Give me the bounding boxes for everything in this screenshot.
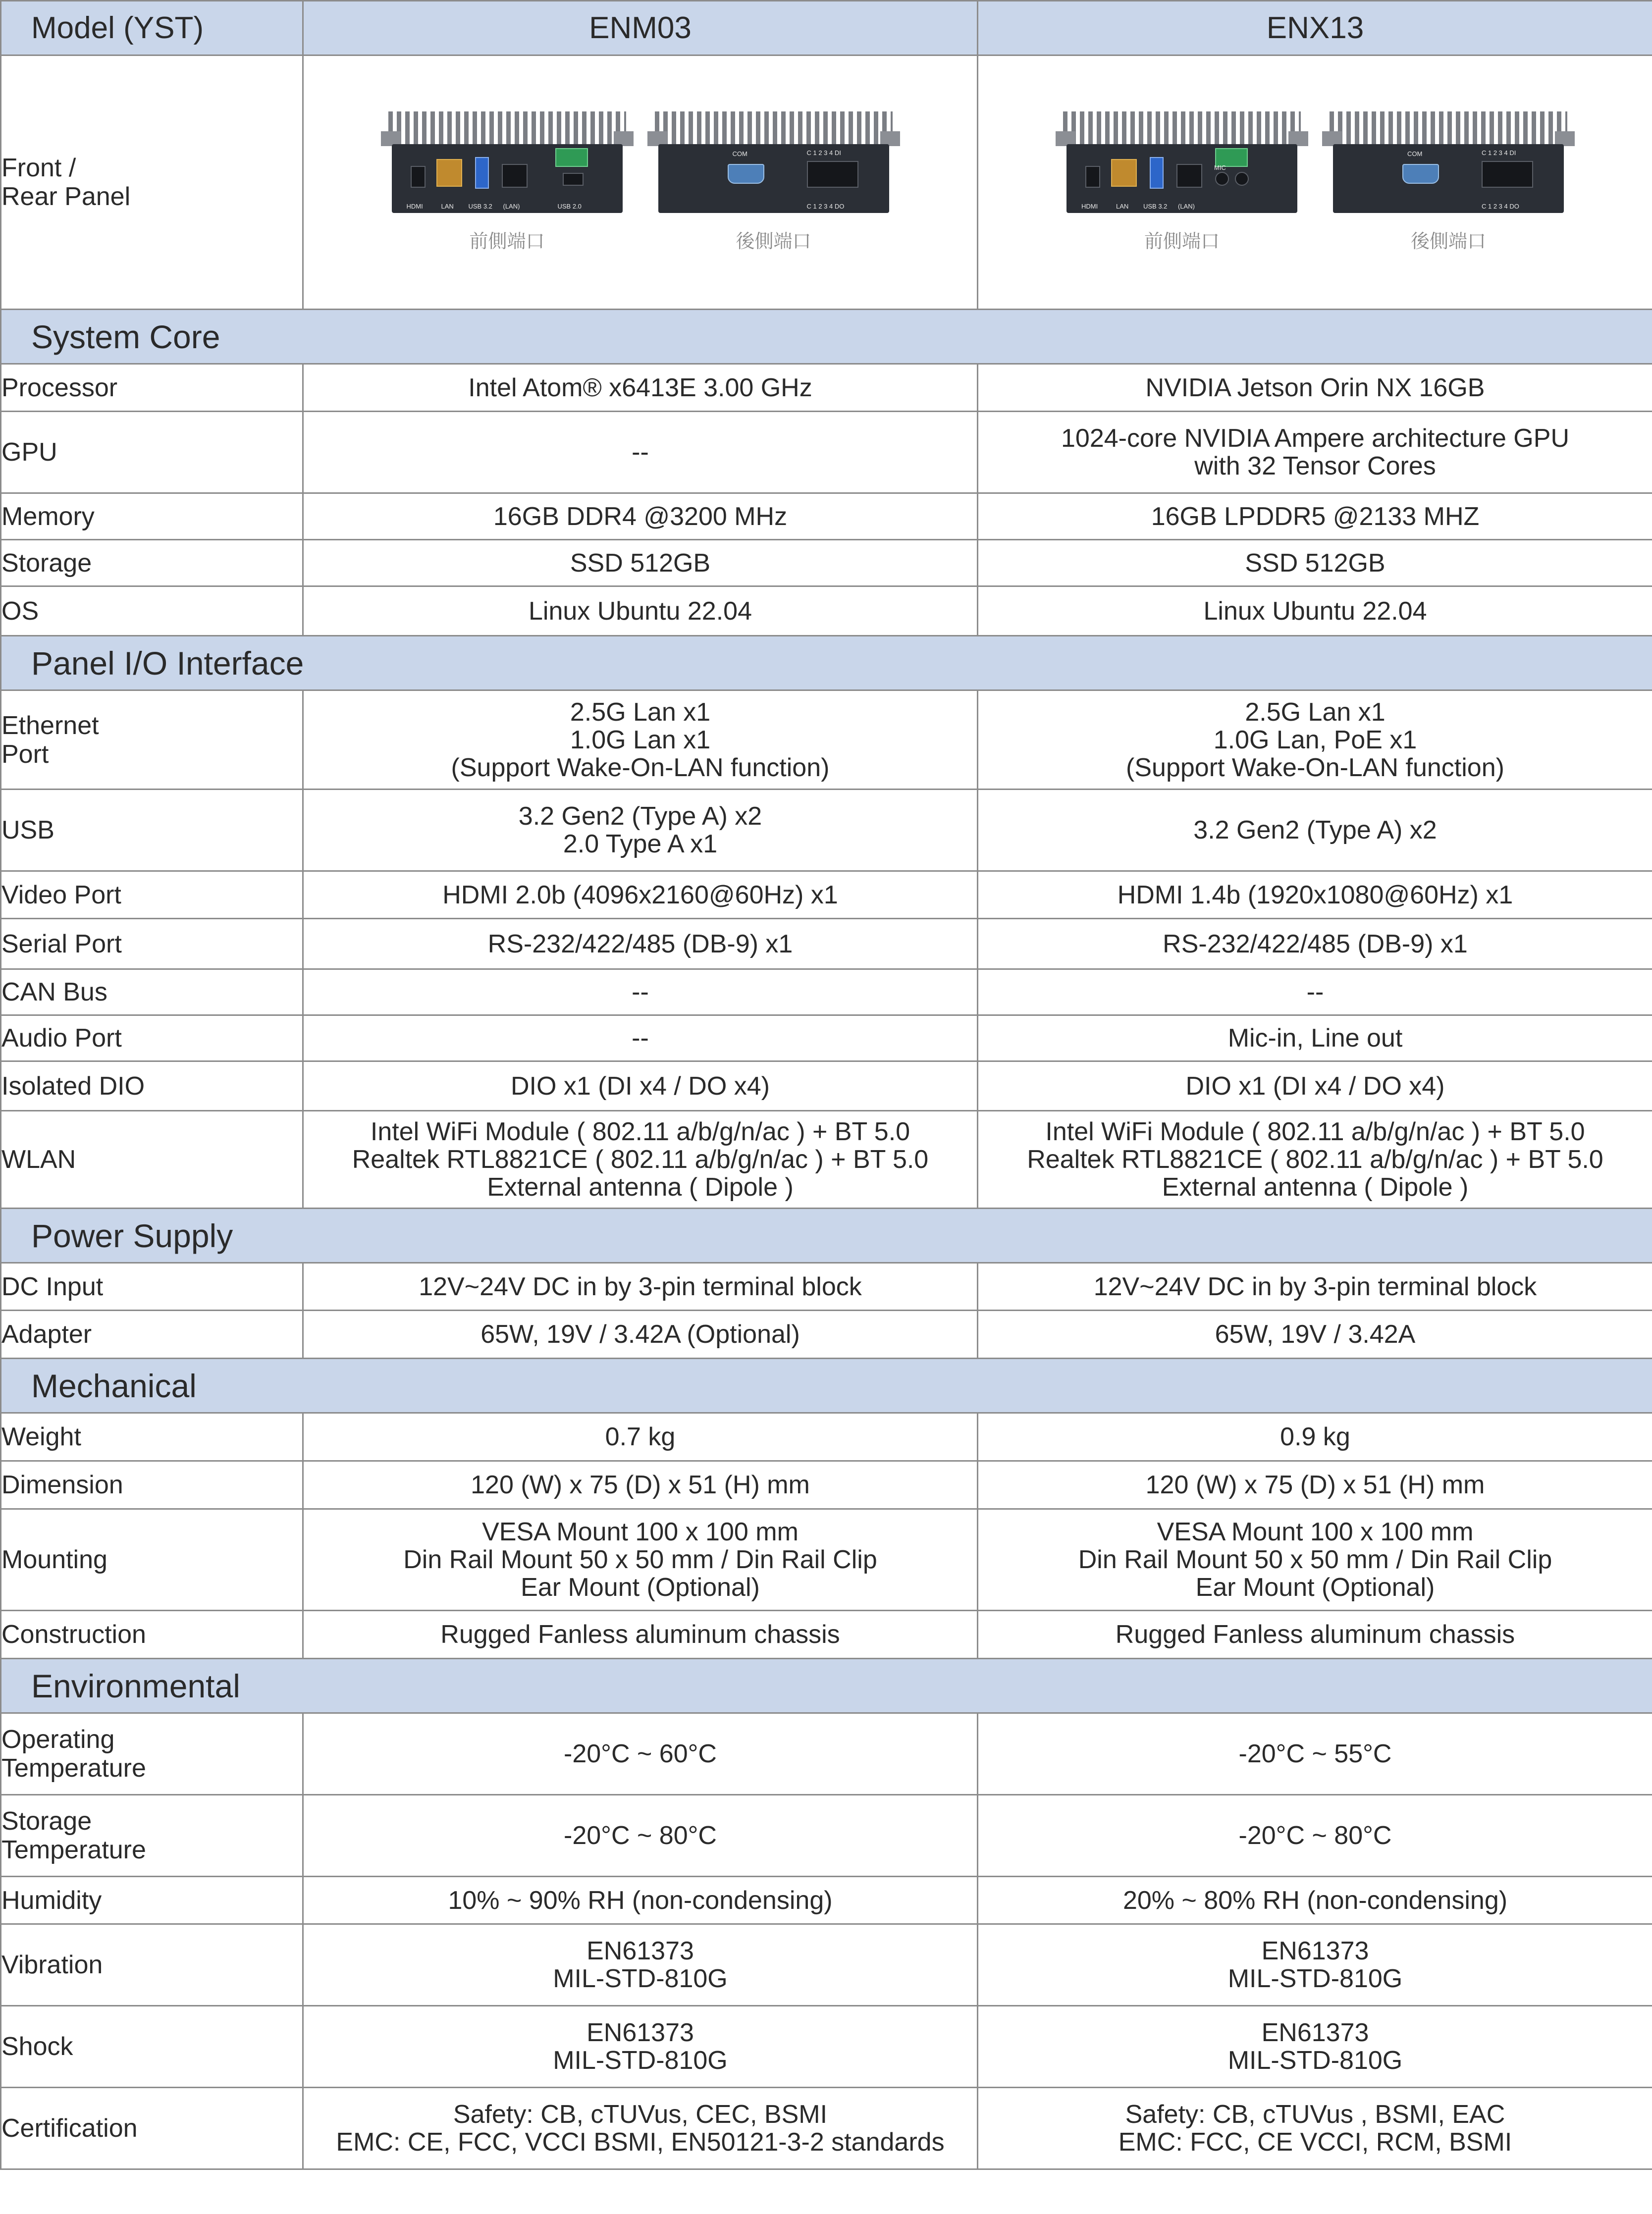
spec-label: [1, 1061, 303, 1111]
panel-label-line: Front /: [1, 154, 76, 182]
cell-line: 120 (W) x 75 (D) x 51 (H) mm: [1145, 1471, 1485, 1499]
spec-row: [1, 1015, 1652, 1061]
section-title: Mechanical: [1, 1359, 1652, 1413]
cell-line: 2.5G Lan x1: [570, 697, 711, 727]
spec-label: [1, 540, 303, 586]
cell-line: HDMI 1.4b (1920x1080@60Hz) x1: [1117, 880, 1513, 909]
model-b-panel-images: [978, 55, 1652, 310]
usb20-port-label: USB 2.0: [557, 203, 582, 210]
cell-line: -20°C ~ 80°C: [564, 1821, 717, 1850]
spec-value-model-a: [303, 2088, 978, 2169]
section-title: Power Supply: [1, 1209, 1652, 1263]
section-title: Panel I/O Interface: [1, 636, 1652, 690]
spec-value-model-a: [303, 364, 978, 412]
cell-line: Realtek RTL8821CE ( 802.11 a/b/g/n/ac ) + BT 5.0: [352, 1145, 929, 1174]
cell-line: Rugged Fanless aluminum chassis: [440, 1620, 840, 1649]
cell-line: Vibration: [1, 1950, 103, 1979]
section-header: [1, 1209, 1652, 1263]
spec-label: [1, 919, 303, 969]
front-caption: 前側端口: [469, 231, 545, 252]
front-panel: [381, 111, 634, 253]
spec-row: [1, 1263, 1652, 1311]
cell-line: Mounting: [1, 1545, 107, 1574]
spec-value-model-b: [978, 1311, 1652, 1359]
cell-line: Realtek RTL8821CE ( 802.11 a/b/g/n/ac ) + BT 5.0: [1027, 1145, 1603, 1174]
cell-line: 3.2 Gen2 (Type A) x2: [1193, 816, 1437, 844]
cell-line: Operating: [1, 1725, 115, 1754]
spec-value-model-a: [303, 1924, 978, 2006]
spec-label: [1, 969, 303, 1015]
spec-value-model-b: [978, 364, 1652, 412]
model-b-heading: ENX13: [978, 1, 1652, 55]
cell-line: 120 (W) x 75 (D) x 51 (H) mm: [471, 1471, 810, 1499]
rear-panel-image: [1322, 111, 1575, 213]
mic-port-label: MIC: [1214, 164, 1226, 171]
cell-line: Construction: [1, 1620, 146, 1649]
cell-line: 12V~24V DC in by 3-pin terminal block: [1093, 1272, 1537, 1301]
spec-value-model-b: [978, 790, 1652, 871]
cell-line: --: [1306, 978, 1324, 1006]
cell-line: Humidity: [1, 1886, 102, 1915]
cell-line: EN61373: [1261, 1937, 1369, 1965]
spec-value-model-b: [978, 1263, 1652, 1311]
rear-panel: [647, 111, 900, 253]
cell-line: GPU: [1, 438, 57, 467]
spec-row: [1, 1509, 1652, 1611]
panel-label-line: Rear Panel: [1, 182, 131, 211]
cell-line: Intel WiFi Module ( 802.11 a/b/g/n/ac ) + BT 5.0: [1045, 1117, 1585, 1146]
header-label: Model (YST): [1, 1, 303, 55]
cell-line: (Support Wake-On-LAN function): [1126, 753, 1504, 782]
cell-line: Temperature: [1, 1836, 146, 1864]
cell-line: RS-232/422/485 (DB-9) x1: [1163, 929, 1468, 958]
rear-caption: 後側端口: [736, 231, 811, 252]
section-header: [1, 1659, 1652, 1713]
cell-line: Temperature: [1, 1754, 146, 1783]
di-label: C 1 2 3 4 DI: [1482, 149, 1516, 157]
cell-line: Memory: [1, 502, 95, 531]
lan-port-label: LAN: [1116, 203, 1129, 210]
cell-line: 12V~24V DC in by 3-pin terminal block: [419, 1272, 862, 1301]
front-caption: 前側端口: [1144, 231, 1220, 252]
spec-row: [1, 412, 1652, 493]
spec-value-model-b: [978, 690, 1652, 790]
spec-value-model-a: [303, 871, 978, 919]
cell-line: Shock: [1, 2032, 73, 2061]
cell-line: 20% ~ 80% RH (non-condensing): [1122, 1886, 1508, 1915]
cell-line: Ear Mount (Optional): [521, 1573, 760, 1602]
cell-line: Ethernet: [1, 711, 99, 740]
spec-row: [1, 586, 1652, 636]
spec-label: [1, 586, 303, 636]
spec-value-model-a: [303, 1111, 978, 1209]
cell-line: 3.2 Gen2 (Type A) x2: [518, 802, 762, 831]
spec-row: [1, 1413, 1652, 1461]
cell-line: Linux Ubuntu 22.04: [1203, 596, 1427, 626]
cell-line: DIO x1 (DI x4 / DO x4): [1185, 1071, 1445, 1101]
cell-line: SSD 512GB: [1245, 548, 1386, 578]
spec-value-model-b: [978, 1795, 1652, 1877]
spec-label: [1, 1877, 303, 1924]
spec-label: [1, 1111, 303, 1209]
cell-line: Weight: [1, 1423, 81, 1451]
cell-line: MIL-STD-810G: [553, 2046, 728, 2075]
spec-value-model-b: [978, 2088, 1652, 2169]
spec-row: [1, 1611, 1652, 1659]
spec-value-model-a: [303, 1461, 978, 1509]
cell-line: -20°C ~ 60°C: [564, 1740, 717, 1768]
cell-line: External antenna ( Dipole ): [1162, 1173, 1469, 1202]
cell-line: --: [632, 978, 649, 1006]
usb32-port-label: USB 3.2: [468, 203, 492, 210]
spec-value-model-b: [978, 540, 1652, 586]
spec-value-model-a: [303, 919, 978, 969]
spec-value-model-a: [303, 540, 978, 586]
spec-value-model-b: [978, 1877, 1652, 1924]
cell-line: External antenna ( Dipole ): [487, 1173, 794, 1202]
cell-line: 65W, 19V / 3.42A (Optional): [480, 1320, 800, 1349]
cell-line: NVIDIA Jetson Orin NX 16GB: [1145, 373, 1485, 402]
cell-line: -20°C ~ 55°C: [1238, 1740, 1392, 1768]
cell-line: --: [632, 1024, 649, 1053]
com-port-label: COM: [1407, 150, 1423, 158]
spec-label: [1, 2006, 303, 2088]
cell-line: Dimension: [1, 1471, 123, 1499]
spec-value-model-a: [303, 690, 978, 790]
spec-value-model-b: [978, 586, 1652, 636]
cell-line: MIL-STD-810G: [553, 1964, 728, 1993]
spec-value-model-a: [303, 412, 978, 493]
section-header: [1, 636, 1652, 690]
cell-line: EN61373: [586, 2018, 694, 2047]
spec-value-model-a: [303, 1015, 978, 1061]
panel-label: [1, 55, 303, 310]
cell-line: CAN Bus: [1, 978, 107, 1006]
spec-row: [1, 919, 1652, 969]
cell-line: -20°C ~ 80°C: [1238, 1821, 1392, 1850]
hdmi-port-label: HDMI: [1081, 203, 1098, 210]
spec-row: [1, 1877, 1652, 1924]
cell-line: RS-232/422/485 (DB-9) x1: [487, 929, 793, 958]
spec-label: [1, 1263, 303, 1311]
spec-value-model-a: [303, 493, 978, 540]
rear-caption: 後側端口: [1410, 231, 1486, 252]
cell-line: Storage: [1, 1807, 92, 1836]
spec-row: [1, 690, 1652, 790]
cell-line: Intel Atom® x6413E 3.00 GHz: [468, 373, 812, 402]
cell-line: with 32 Tensor Cores: [1194, 452, 1436, 480]
cell-line: 10% ~ 90% RH (non-condensing): [448, 1886, 833, 1915]
front-panel: [1056, 111, 1308, 253]
spec-value-model-b: [978, 493, 1652, 540]
rear-panel: [1322, 111, 1575, 253]
spec-value-model-b: [978, 1461, 1652, 1509]
cell-line: Ear Mount (Optional): [1195, 1573, 1435, 1602]
spec-row: [1, 1924, 1652, 2006]
di-label: C 1 2 3 4 DI: [806, 149, 841, 157]
cell-line: Mic-in, Line out: [1227, 1024, 1403, 1053]
cell-line: 0.7 kg: [605, 1423, 676, 1451]
spec-value-model-a: [303, 1263, 978, 1311]
spec-row: [1, 790, 1652, 871]
spec-label: [1, 1461, 303, 1509]
section-header: [1, 310, 1652, 364]
do-label: C 1 2 3 4 DO: [806, 203, 845, 210]
section-title: System Core: [1, 310, 1652, 364]
spec-value-model-b: [978, 2006, 1652, 2088]
spec-row: [1, 540, 1652, 586]
spec-value-model-b: [978, 1713, 1652, 1795]
spec-row: [1, 2006, 1652, 2088]
cell-line: 1.0G Lan, PoE x1: [1213, 725, 1417, 754]
cell-line: Intel WiFi Module ( 802.11 a/b/g/n/ac ) + BT 5.0: [370, 1117, 910, 1146]
spec-value-model-a: [303, 1061, 978, 1111]
spec-label: [1, 1713, 303, 1795]
cell-line: 16GB DDR4 @3200 MHz: [493, 502, 788, 531]
spec-value-model-a: [303, 1877, 978, 1924]
cell-line: USB: [1, 816, 54, 844]
cell-line: DC Input: [1, 1272, 104, 1301]
header-row: [1, 1, 1652, 55]
spec-label: [1, 790, 303, 871]
front-panel-image: [1056, 111, 1308, 213]
cell-line: (Support Wake-On-LAN function): [451, 753, 830, 782]
cell-line: EMC: FCC, CE VCCI, RCM, BSMI: [1118, 2128, 1512, 2157]
cell-line: 1.0G Lan x1: [570, 725, 711, 754]
spec-value-model-a: [303, 1311, 978, 1359]
spec-value-model-a: [303, 1611, 978, 1659]
cell-line: Adapter: [1, 1320, 92, 1349]
cell-line: VESA Mount 100 x 100 mm: [1157, 1518, 1474, 1546]
cell-line: 1024-core NVIDIA Ampere architecture GPU: [1061, 424, 1569, 453]
spec-label: [1, 871, 303, 919]
spec-value-model-b: [978, 871, 1652, 919]
spec-value-model-b: [978, 1611, 1652, 1659]
cell-line: Video Port: [1, 880, 121, 909]
cell-line: Linux Ubuntu 22.04: [528, 596, 752, 626]
cell-line: SSD 512GB: [570, 548, 711, 578]
spec-label: [1, 1311, 303, 1359]
spec-value-model-b: [978, 1509, 1652, 1611]
model-a-panel-images: [303, 55, 978, 310]
spec-label: [1, 1413, 303, 1461]
cell-line: EMC: CE, FCC, VCCI BSMI, EN50121-3-2 standards: [336, 2128, 945, 2157]
cell-line: 16GB LPDDR5 @2133 MHZ: [1151, 502, 1480, 531]
cell-line: DIO x1 (DI x4 / DO x4): [511, 1071, 770, 1101]
panel-row: [1, 55, 1652, 310]
spec-row: [1, 2088, 1652, 2169]
spec-label: [1, 1924, 303, 2006]
spec-value-model-a: [303, 2006, 978, 2088]
cell-line: Audio Port: [1, 1024, 122, 1053]
cell-line: Processor: [1, 373, 118, 402]
spec-row: [1, 871, 1652, 919]
spec-row: [1, 1461, 1652, 1509]
spec-value-model-b: [978, 1111, 1652, 1209]
spec-label: [1, 1795, 303, 1877]
cell-line: Safety: CB, cTUVus , BSMI, EAC: [1125, 2100, 1505, 2129]
cell-line: Isolated DIO: [1, 1071, 145, 1101]
spec-label: [1, 493, 303, 540]
cell-line: HDMI 2.0b (4096x2160@60Hz) x1: [442, 880, 838, 909]
front-panel-image: [381, 111, 634, 213]
cell-line: Port: [1, 739, 49, 769]
spec-value-model-b: [978, 1061, 1652, 1111]
cell-line: EN61373: [1261, 2018, 1369, 2047]
spec-value-model-a: [303, 586, 978, 636]
cell-line: Din Rail Mount 50 x 50 mm / Din Rail Clip: [403, 1545, 877, 1574]
cell-line: Storage: [1, 548, 92, 578]
cell-line: Certification: [1, 2114, 138, 2143]
spec-row: [1, 1795, 1652, 1877]
section-title: Environmental: [1, 1659, 1652, 1713]
spec-value-model-a: [303, 969, 978, 1015]
spec-label: [1, 1509, 303, 1611]
usb32-port-label: USB 3.2: [1143, 203, 1168, 210]
cell-line: --: [632, 438, 649, 467]
spec-label: [1, 690, 303, 790]
com-port-label: COM: [732, 150, 747, 158]
spec-row: [1, 364, 1652, 412]
cell-line: 2.0 Type A x1: [563, 830, 718, 858]
spec-value-model-b: [978, 969, 1652, 1015]
cell-line: EN61373: [586, 1937, 694, 1965]
lan2-port-label: (LAN): [503, 203, 520, 210]
cell-line: VESA Mount 100 x 100 mm: [482, 1518, 799, 1546]
model-a-heading: ENM03: [303, 1, 978, 55]
spec-label: [1, 2088, 303, 2169]
spec-value-model-b: [978, 1924, 1652, 2006]
cell-line: OS: [1, 596, 39, 626]
spec-value-model-a: [303, 1413, 978, 1461]
spec-value-model-a: [303, 1509, 978, 1611]
spec-row: [1, 1111, 1652, 1209]
spec-row: [1, 1061, 1652, 1111]
spec-row: [1, 969, 1652, 1015]
do-label: C 1 2 3 4 DO: [1482, 203, 1519, 210]
cell-line: WLAN: [1, 1145, 76, 1174]
spec-row: [1, 1311, 1652, 1359]
spec-value-model-a: [303, 1795, 978, 1877]
spec-value-model-a: [303, 1713, 978, 1795]
spec-row: [1, 1713, 1652, 1795]
hdmi-port-label: HDMI: [406, 203, 423, 210]
spec-label: [1, 1611, 303, 1659]
lan-port-label: LAN: [441, 203, 454, 210]
cell-line: 2.5G Lan x1: [1245, 697, 1386, 727]
spec-value-model-b: [978, 919, 1652, 969]
spec-label: [1, 412, 303, 493]
lan2-port-label: (LAN): [1178, 203, 1195, 210]
rear-panel-image: [647, 111, 900, 213]
cell-line: Safety: CB, cTUVus, CEC, BSMI: [453, 2100, 828, 2129]
spec-value-model-b: [978, 412, 1652, 493]
spec-value-model-b: [978, 1413, 1652, 1461]
cell-line: 65W, 19V / 3.42A: [1215, 1320, 1416, 1349]
cell-line: 0.9 kg: [1280, 1423, 1350, 1451]
spec-value-model-a: [303, 790, 978, 871]
spec-label: [1, 1015, 303, 1061]
section-header: [1, 1359, 1652, 1413]
cell-line: Serial Port: [1, 929, 122, 958]
cell-line: MIL-STD-810G: [1227, 2046, 1403, 2075]
cell-line: MIL-STD-810G: [1227, 1964, 1403, 1993]
spec-value-model-b: [978, 1015, 1652, 1061]
cell-line: Rugged Fanless aluminum chassis: [1115, 1620, 1515, 1649]
spec-row: [1, 493, 1652, 540]
spec-label: [1, 364, 303, 412]
cell-line: Din Rail Mount 50 x 50 mm / Din Rail Clip: [1078, 1545, 1552, 1574]
